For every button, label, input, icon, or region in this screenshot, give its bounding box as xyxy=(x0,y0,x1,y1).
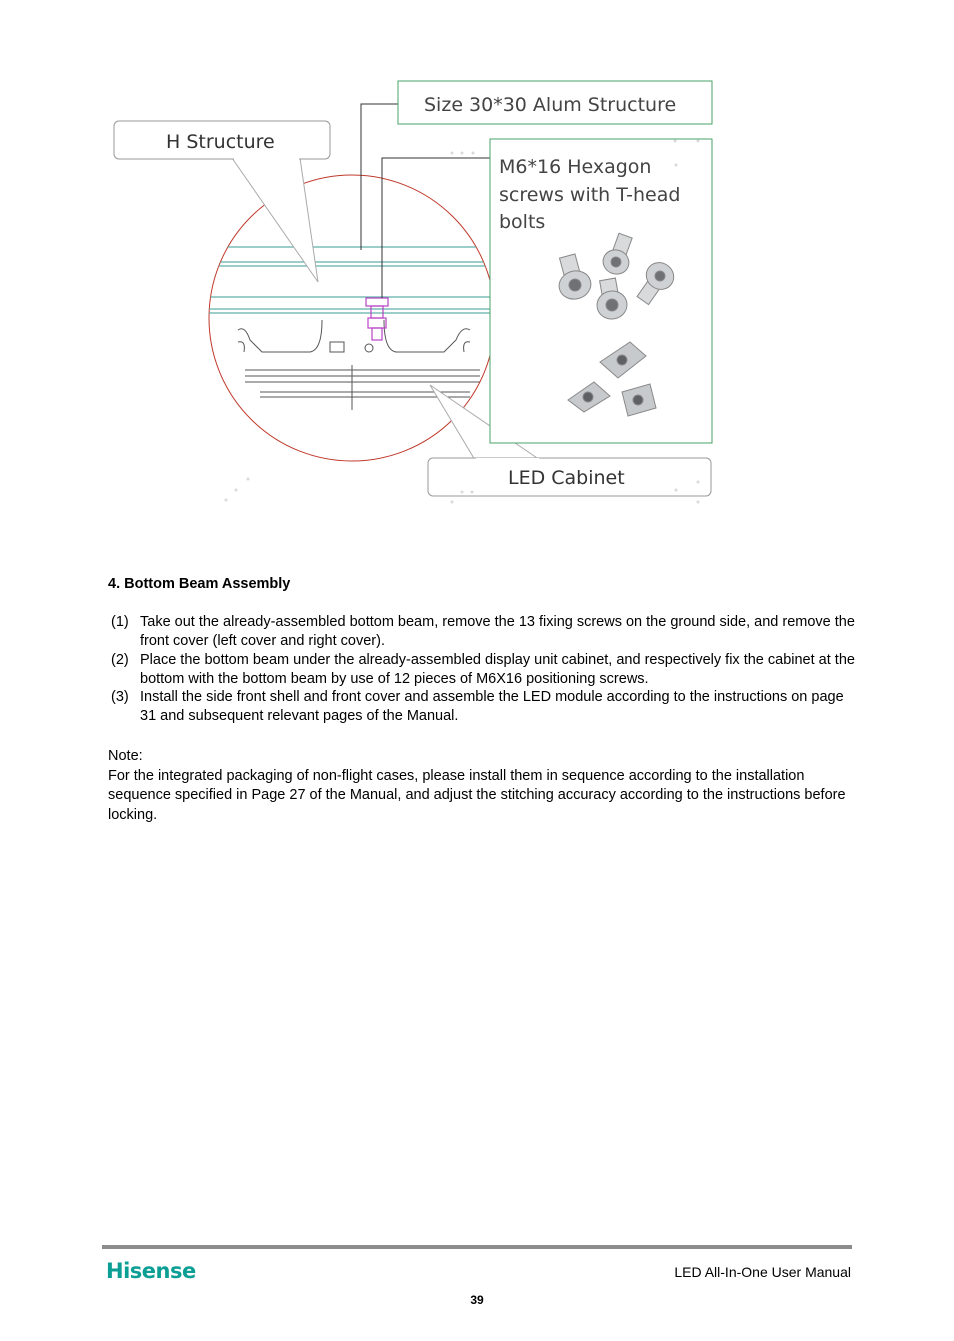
alum-structure-label: Size 30*30 Alum Structure xyxy=(424,94,677,116)
section-title: 4. Bottom Beam Assembly xyxy=(108,576,291,592)
step-number: (3) xyxy=(111,689,129,705)
footer-rule xyxy=(102,1245,852,1249)
note-text: For the integrated packaging of non-flight cases, please install them in sequence according to the installation sequence specified in Page 27 of the Manual, and adjust the stitching accuracy according to the instructions before locking. xyxy=(108,767,846,823)
step-text: Place the bottom beam under the already-assembled display unit cabinet, and respectively fix the cabinet at the bottom with the bottom beam by use of 12 pieces of M6X16 positioning screws. xyxy=(140,652,855,687)
screws-label-line3: bolts xyxy=(499,211,546,233)
h-structure-label: H Structure xyxy=(166,131,275,153)
document-title: LED All-In-One User Manual xyxy=(674,1264,851,1280)
led-cabinet-label: LED Cabinet xyxy=(508,467,625,489)
note-block xyxy=(108,747,868,825)
page-number: 39 xyxy=(470,1293,484,1307)
step-text: Install the side front shell and front cover and assemble the LED module according to the instructions on page 31 and subsequent relevant pages of the Manual. xyxy=(140,689,844,724)
step-number: (2) xyxy=(111,652,129,668)
assembly-diagram xyxy=(0,0,954,540)
screws-label-line2: screws with T-head xyxy=(499,184,681,206)
screws-label-line1: M6*16 Hexagon xyxy=(499,156,652,178)
note-label: Note: xyxy=(108,748,143,764)
brand-logo: Hisense xyxy=(106,1259,196,1283)
step-text: Take out the already-assembled bottom beam, remove the 13 fixing screws on the ground side, and remove the front cover (left cover and right cover). xyxy=(140,614,855,649)
step-number: (1) xyxy=(111,614,129,630)
